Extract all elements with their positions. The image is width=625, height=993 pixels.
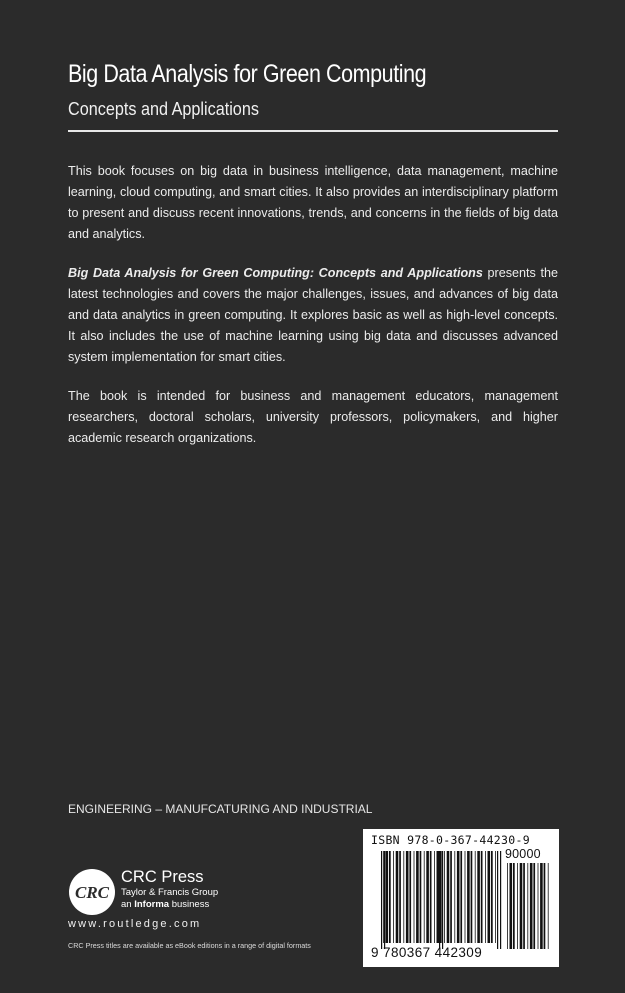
book-subtitle: Concepts and Applications	[68, 99, 259, 119]
barcode-bar	[538, 863, 539, 949]
barcode-bar	[520, 863, 523, 949]
barcode-bar	[507, 863, 508, 949]
logo-text: CRC	[74, 883, 110, 902]
barcode-bar	[475, 851, 476, 943]
barcode-guard-bar	[497, 851, 498, 949]
publisher-group: Taylor & Francis Group	[121, 887, 219, 898]
barcode-bar	[467, 851, 470, 943]
barcode-bar	[386, 851, 389, 943]
barcode-bar	[457, 851, 460, 943]
barcode-bar	[517, 863, 518, 949]
barcode-guard-bar	[500, 851, 501, 949]
tagline-bold: Informa	[134, 899, 170, 910]
isbn-label: ISBN 978-0-367-44230-9	[371, 833, 530, 847]
barcode-bar	[488, 851, 491, 943]
book-title: Big Data Analysis for Green Computing	[68, 60, 427, 88]
barcode-bar	[527, 863, 528, 949]
description-paragraph-2	[68, 263, 558, 368]
barcode-bar	[447, 851, 450, 943]
barcode-guard-bar	[439, 851, 440, 949]
barcode-bar	[465, 851, 466, 943]
barcode-bar	[495, 851, 496, 943]
publisher-block	[121, 868, 218, 911]
barcode-bar	[548, 863, 549, 949]
barcode-bar	[420, 851, 422, 943]
barcode-bar	[406, 851, 409, 943]
barcode-bar	[424, 851, 425, 943]
barcode-bar	[530, 863, 533, 949]
barcode-bar	[434, 851, 435, 943]
crc-logo	[68, 868, 116, 916]
ebook-footnote: CRC Press titles are available as eBook editions in a range of digital formats	[68, 941, 311, 950]
barcode-bar	[393, 851, 394, 943]
barcode-bar	[399, 851, 401, 943]
publisher-website: www.routledge.com	[68, 918, 202, 930]
barcode-bar	[540, 863, 543, 949]
barcode-bar	[416, 851, 419, 943]
barcode-bar	[491, 851, 493, 943]
publisher-name: CRC Press	[121, 868, 204, 886]
description-paragraph-2-text: presents the latest technologies and covers the major challenges, issues, and advances of big data and data analytics in green computing. It explores basic as well as high-level concepts. It also includes the use of machine learning using big data and discusses advanced system implementation for smart cities.	[68, 266, 558, 364]
barcode-guard-bar	[381, 851, 382, 949]
barcode-bar	[523, 863, 525, 949]
tagline-prefix: an	[121, 899, 135, 910]
barcode-bar	[383, 851, 384, 943]
barcode-bar	[533, 863, 535, 949]
barcode-guard-bar	[442, 851, 443, 949]
barcode-guard-bar	[384, 851, 385, 949]
barcode-addon: 90000	[505, 847, 541, 861]
title-divider	[68, 130, 558, 132]
barcode-bar	[437, 851, 440, 943]
description-title-reference: Big Data Analysis for Green Computing: Concepts and Applications	[68, 266, 483, 280]
barcode-bar	[471, 851, 473, 943]
barcode-bar	[430, 851, 432, 943]
barcode-ean: 9 780367 442309	[371, 945, 483, 960]
barcode-bar	[403, 851, 404, 943]
barcode-bar	[396, 851, 399, 943]
description-paragraph-1: This book focuses on big data in business intelligence, data management, machine learning, cloud computing, and smart cities. It also provides an interdisciplinary platform to present and discuss recent innovations, trends, and concerns in the fields of big data and analytics.	[68, 164, 558, 241]
tagline-suffix: business	[169, 899, 210, 910]
barcode-bar	[426, 851, 429, 943]
barcode-bar	[544, 863, 546, 949]
barcode-bar	[414, 851, 415, 943]
barcode-bar	[485, 851, 486, 943]
publisher-tagline	[121, 899, 218, 911]
barcode-bar	[409, 851, 411, 943]
barcode-bar	[454, 851, 455, 943]
description-paragraph-3: The book is intended for business and management educators, management researchers, doctoral scholars, university professors, policymakers, and higher academic research organizations.	[68, 389, 558, 445]
crc-logo-icon	[68, 868, 116, 916]
subject-category: ENGINEERING – MANUFCATURING AND INDUSTRIAL	[68, 802, 373, 816]
isbn-barcode	[363, 829, 559, 967]
barcode-bar	[450, 851, 452, 943]
barcode-bar	[510, 863, 513, 949]
barcode-bar	[460, 851, 462, 943]
barcode-bar	[481, 851, 483, 943]
barcode-bar	[440, 851, 442, 943]
barcode-bar	[444, 851, 445, 943]
barcode-bar	[477, 851, 480, 943]
barcode-bar	[389, 851, 391, 943]
barcode-bar	[513, 863, 515, 949]
